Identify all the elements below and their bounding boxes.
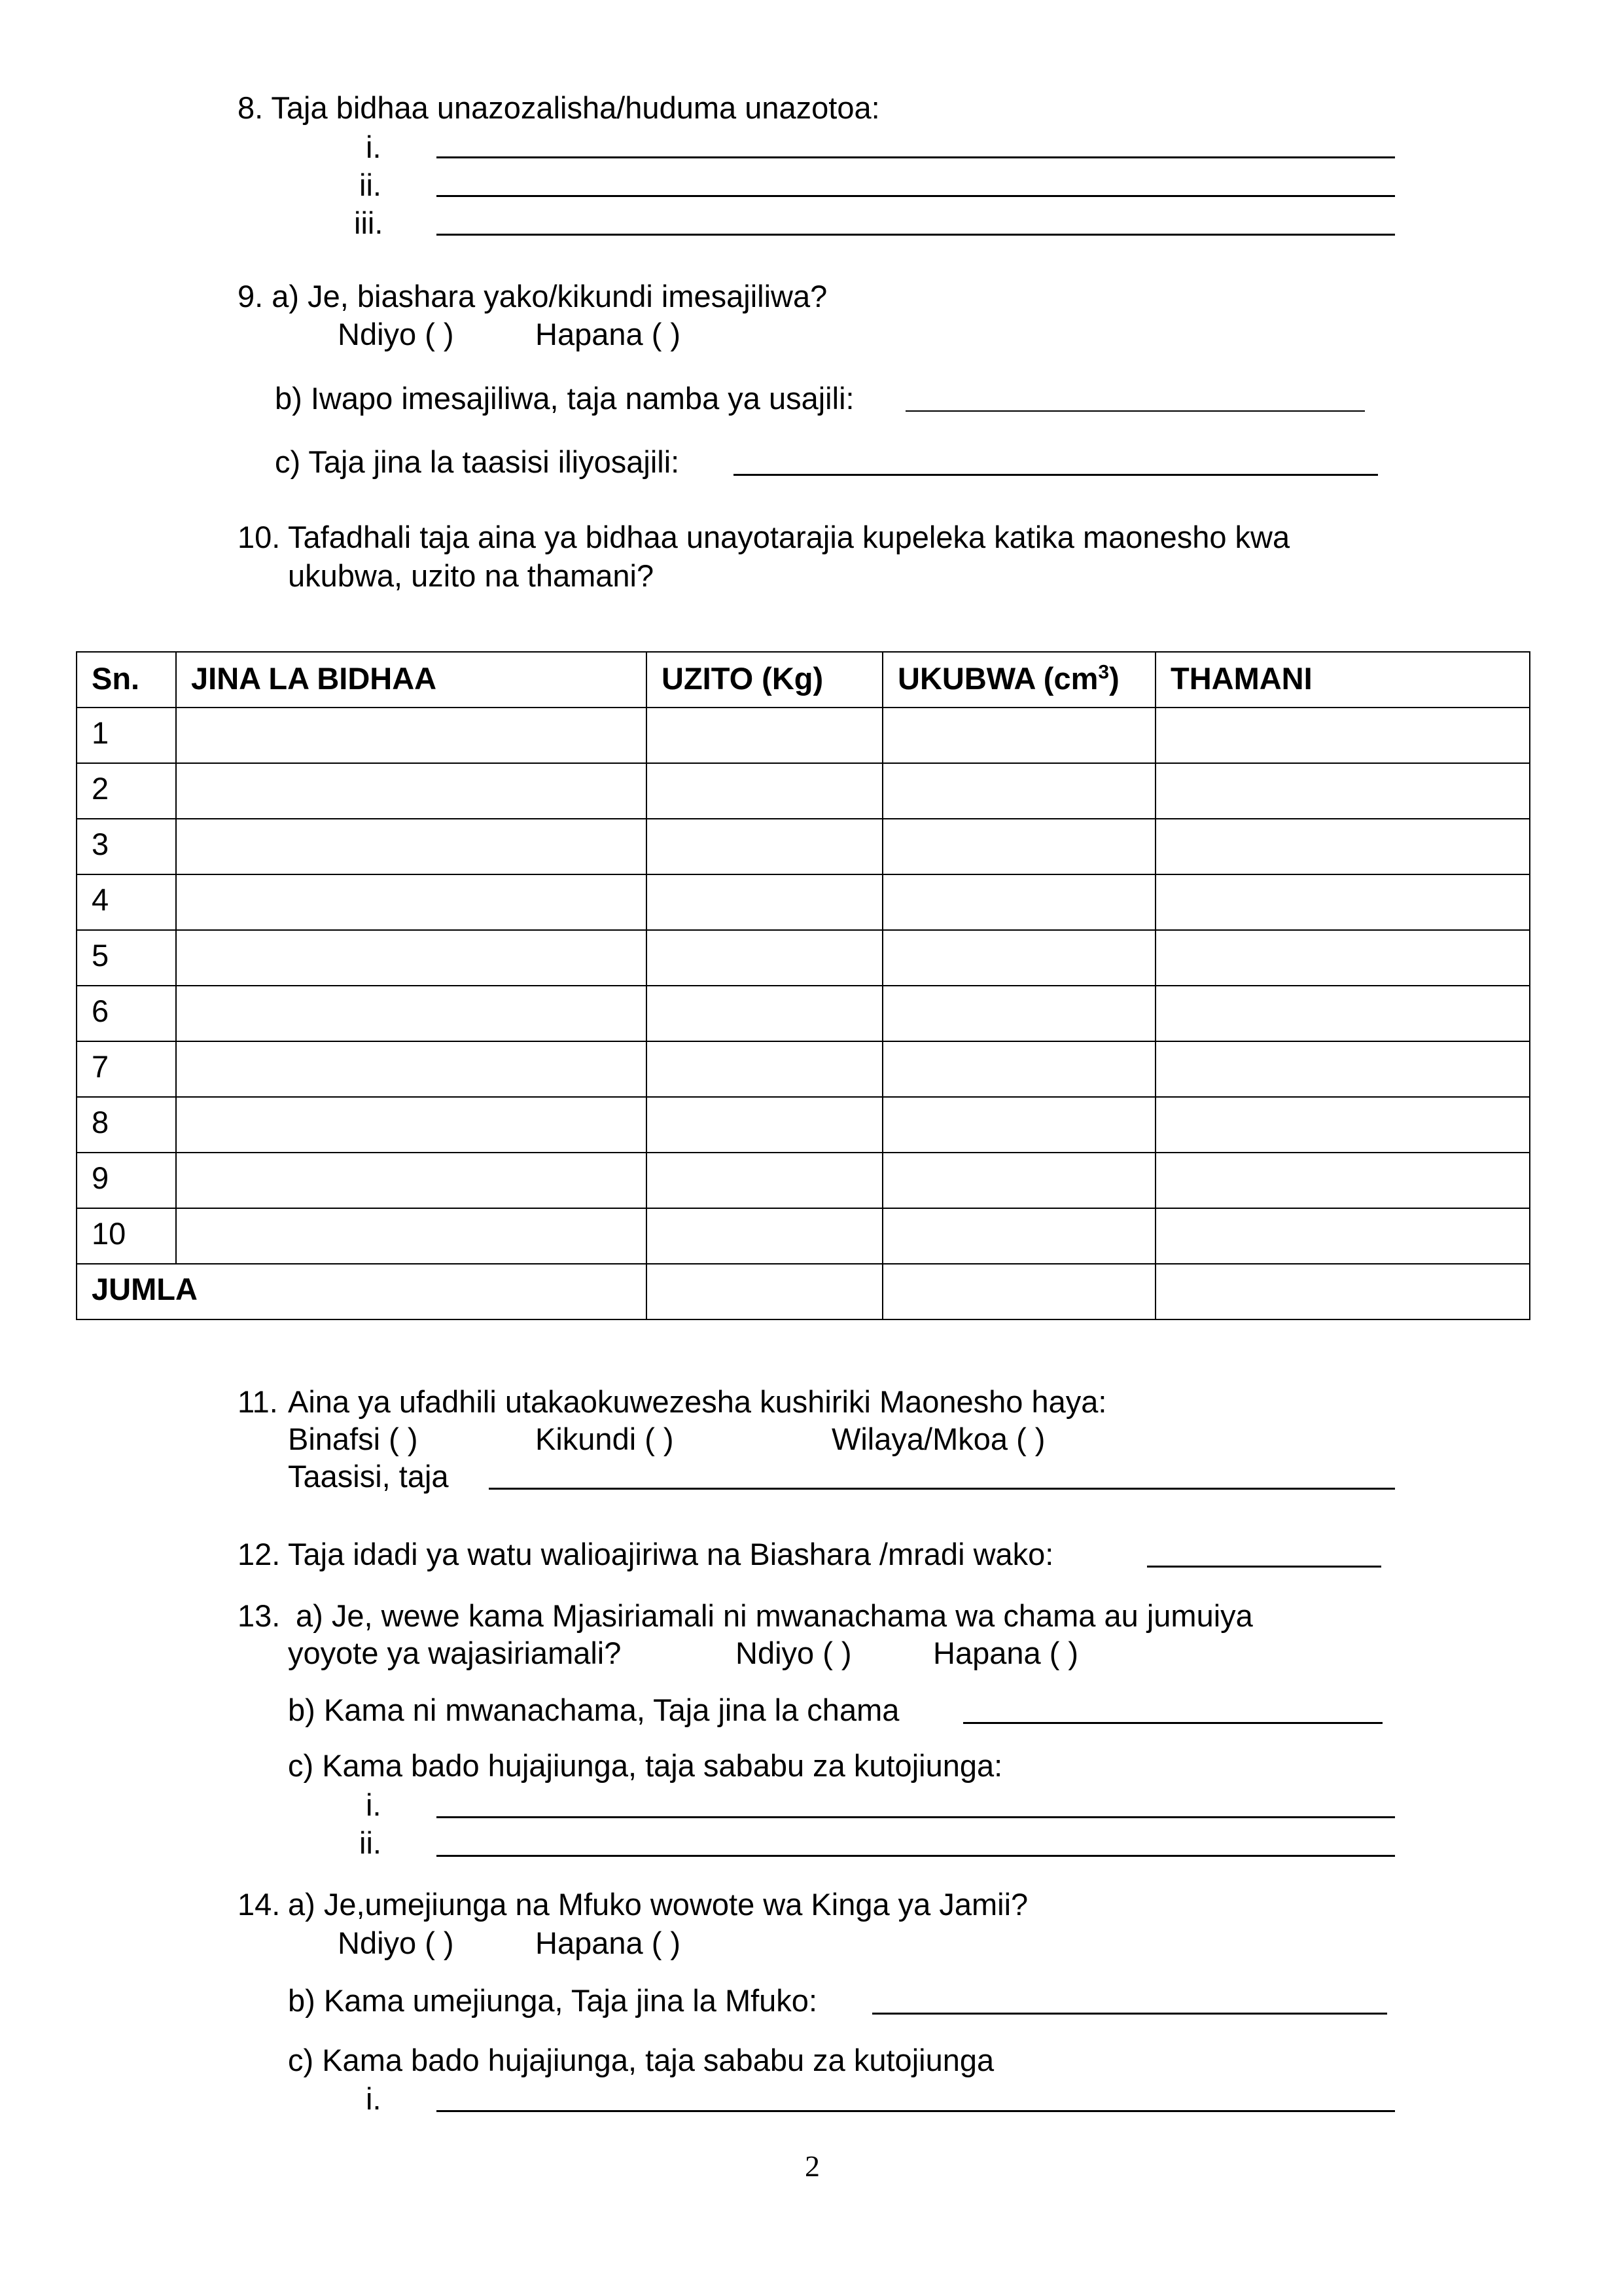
header-size-superscript: 3 bbox=[1098, 661, 1110, 683]
q14a-question: a) Je,umejiunga na Mfuko wowote wa Kinga ya Jamii? bbox=[288, 1887, 1029, 1922]
q13a-hapana[interactable]: Hapana ( ) bbox=[933, 1636, 1079, 1670]
cell-size[interactable] bbox=[883, 819, 1156, 874]
row-number: 1 bbox=[77, 708, 176, 763]
cell-product-name[interactable] bbox=[176, 763, 646, 819]
q10-line1: Tafadhali taja aina ya bidhaa unayotarajia kupeleka katika maonesho kwa bbox=[288, 520, 1290, 554]
q13c-question: c) Kama bado hujajiunga, taja sababu za kutojiunga: bbox=[288, 1748, 1003, 1783]
q8-item-ii-line[interactable] bbox=[436, 195, 1395, 197]
cell-value[interactable] bbox=[1156, 986, 1530, 1041]
q11-taasisi: Taasisi, taja bbox=[288, 1459, 449, 1494]
q11-binafsi[interactable]: Binafsi ( ) bbox=[288, 1422, 418, 1456]
header-product-name: JINA LA BIDHAA bbox=[176, 652, 646, 708]
cell-value[interactable] bbox=[1156, 1097, 1530, 1153]
cell-product-name[interactable] bbox=[176, 874, 646, 930]
q13b-question: b) Kama ni mwanachama, Taja jina la chama bbox=[288, 1693, 900, 1727]
q12-number: 12. bbox=[238, 1537, 281, 1571]
cell-product-name[interactable] bbox=[176, 708, 646, 763]
table-row bbox=[77, 763, 1530, 819]
total-size[interactable] bbox=[883, 1264, 1156, 1319]
q14c-item-i-line[interactable] bbox=[436, 2110, 1395, 2112]
q14b-answer-line[interactable] bbox=[872, 2013, 1387, 2015]
table-total-row bbox=[77, 1264, 1530, 1319]
row-number: 10 bbox=[77, 1208, 176, 1264]
cell-value[interactable] bbox=[1156, 930, 1530, 986]
q8-item-i-line[interactable] bbox=[436, 156, 1395, 158]
cell-size[interactable] bbox=[883, 930, 1156, 986]
cell-value[interactable] bbox=[1156, 1153, 1530, 1208]
q8-item-iii-line[interactable] bbox=[436, 234, 1395, 236]
q11-number: 11. bbox=[238, 1384, 278, 1419]
header-size-suffix: ) bbox=[1109, 661, 1120, 696]
page-number: 2 bbox=[805, 2149, 820, 2183]
cell-size[interactable] bbox=[883, 763, 1156, 819]
q13c-item-i-line[interactable] bbox=[436, 1816, 1395, 1818]
cell-product-name[interactable] bbox=[176, 1097, 646, 1153]
table-row bbox=[77, 1041, 1530, 1097]
cell-value[interactable] bbox=[1156, 819, 1530, 874]
cell-product-name[interactable] bbox=[176, 1041, 646, 1097]
cell-weight[interactable] bbox=[646, 708, 883, 763]
q13a-line1: a) Je, wewe kama Mjasiriamali ni mwanachama wa chama au jumuiya bbox=[296, 1598, 1253, 1633]
q11-kikundi[interactable]: Kikundi ( ) bbox=[535, 1422, 674, 1456]
cell-size[interactable] bbox=[883, 1041, 1156, 1097]
cell-size[interactable] bbox=[883, 1153, 1156, 1208]
q9a-ndiyo[interactable]: Ndiyo ( ) bbox=[338, 317, 454, 351]
cell-value[interactable] bbox=[1156, 708, 1530, 763]
q10-line2: ukubwa, uzito na thamani? bbox=[288, 558, 654, 593]
total-weight[interactable] bbox=[646, 1264, 883, 1319]
cell-weight[interactable] bbox=[646, 819, 883, 874]
table-row bbox=[77, 986, 1530, 1041]
q14-number: 14. bbox=[238, 1887, 281, 1922]
header-size bbox=[883, 652, 1156, 708]
q9c-institution-line[interactable] bbox=[733, 474, 1378, 476]
cell-weight[interactable] bbox=[646, 986, 883, 1041]
cell-size[interactable] bbox=[883, 874, 1156, 930]
header-sn: Sn. bbox=[77, 652, 176, 708]
q13a-line2: yoyote ya wajasiriamali? bbox=[288, 1636, 622, 1670]
table-row bbox=[77, 708, 1530, 763]
q13b-answer-line[interactable] bbox=[963, 1722, 1383, 1724]
row-number: 6 bbox=[77, 986, 176, 1041]
cell-value[interactable] bbox=[1156, 1208, 1530, 1264]
cell-weight[interactable] bbox=[646, 1153, 883, 1208]
q14b-question: b) Kama umejiunga, Taja jina la Mfuko: bbox=[288, 1983, 818, 2018]
cell-product-name[interactable] bbox=[176, 819, 646, 874]
q11-line1: Aina ya ufadhili utakaokuwezesha kushiriki Maonesho haya: bbox=[288, 1384, 1107, 1419]
cell-product-name[interactable] bbox=[176, 986, 646, 1041]
q14a-ndiyo[interactable]: Ndiyo ( ) bbox=[338, 1926, 454, 1960]
row-number: 5 bbox=[77, 930, 176, 986]
q13c-item-ii-label: ii. bbox=[359, 1825, 381, 1860]
q12-text: Taja idadi ya watu walioajiriwa na Biashara /mradi wako: bbox=[288, 1537, 1054, 1571]
table-row bbox=[77, 1097, 1530, 1153]
q8-item-i-label: i. bbox=[366, 130, 381, 164]
q13c-item-i-label: i. bbox=[366, 1787, 381, 1822]
total-value[interactable] bbox=[1156, 1264, 1530, 1319]
q10-number: 10. bbox=[238, 520, 281, 554]
cell-value[interactable] bbox=[1156, 1041, 1530, 1097]
row-number: 4 bbox=[77, 874, 176, 930]
row-number: 7 bbox=[77, 1041, 176, 1097]
q9a-question: 9. a) Je, biashara yako/kikundi imesajiliwa? bbox=[238, 279, 828, 314]
q14c-question: c) Kama bado hujajiunga, taja sababu za kutojiunga bbox=[288, 2043, 995, 2077]
q9b-registration-line[interactable] bbox=[906, 410, 1365, 412]
cell-weight[interactable] bbox=[646, 1041, 883, 1097]
cell-weight[interactable] bbox=[646, 1097, 883, 1153]
row-number: 3 bbox=[77, 819, 176, 874]
q13a-ndiyo[interactable]: Ndiyo ( ) bbox=[735, 1636, 852, 1670]
row-number: 9 bbox=[77, 1153, 176, 1208]
q13c-item-ii-line[interactable] bbox=[436, 1855, 1395, 1857]
table-row bbox=[77, 1208, 1530, 1264]
cell-size[interactable] bbox=[883, 1208, 1156, 1264]
cell-weight[interactable] bbox=[646, 763, 883, 819]
cell-product-name[interactable] bbox=[176, 1153, 646, 1208]
table-row bbox=[77, 819, 1530, 874]
q8-item-iii-label: iii. bbox=[354, 206, 383, 240]
q11-taasisi-line[interactable] bbox=[489, 1488, 1395, 1490]
cell-size[interactable] bbox=[883, 986, 1156, 1041]
q12-answer-line[interactable] bbox=[1147, 1566, 1381, 1568]
cell-value[interactable] bbox=[1156, 763, 1530, 819]
cell-weight[interactable] bbox=[646, 874, 883, 930]
q9b-question: b) Iwapo imesajiliwa, taja namba ya usajili: bbox=[275, 381, 855, 416]
cell-value[interactable] bbox=[1156, 874, 1530, 930]
cell-product-name[interactable] bbox=[176, 930, 646, 986]
cell-size[interactable] bbox=[883, 1097, 1156, 1153]
q11-wilaya-mkoa[interactable]: Wilaya/Mkoa ( ) bbox=[832, 1422, 1046, 1456]
q13-number: 13. bbox=[238, 1598, 281, 1633]
table-header-row bbox=[77, 652, 1530, 708]
row-number: 2 bbox=[77, 763, 176, 819]
q14c-item-i-label: i. bbox=[366, 2081, 381, 2116]
cell-product-name[interactable] bbox=[176, 1208, 646, 1264]
q8-question: 8. Taja bidhaa unazozalisha/huduma unazotoa: bbox=[238, 90, 880, 125]
header-weight: UZITO (Kg) bbox=[646, 652, 883, 708]
products-table bbox=[76, 651, 1530, 1320]
table-row bbox=[77, 874, 1530, 930]
q9c-question: c) Taja jina la taasisi iliyosajili: bbox=[275, 444, 680, 479]
header-value: THAMANI bbox=[1156, 652, 1530, 708]
cell-weight[interactable] bbox=[646, 1208, 883, 1264]
total-label: JUMLA bbox=[77, 1264, 646, 1319]
q14a-hapana[interactable]: Hapana ( ) bbox=[535, 1926, 681, 1960]
q9a-hapana[interactable]: Hapana ( ) bbox=[535, 317, 681, 351]
table-row bbox=[77, 930, 1530, 986]
cell-size[interactable] bbox=[883, 708, 1156, 763]
table-row bbox=[77, 1153, 1530, 1208]
header-size-prefix: UKUBWA (cm bbox=[898, 661, 1099, 696]
row-number: 8 bbox=[77, 1097, 176, 1153]
q8-item-ii-label: ii. bbox=[359, 168, 381, 202]
cell-weight[interactable] bbox=[646, 930, 883, 986]
